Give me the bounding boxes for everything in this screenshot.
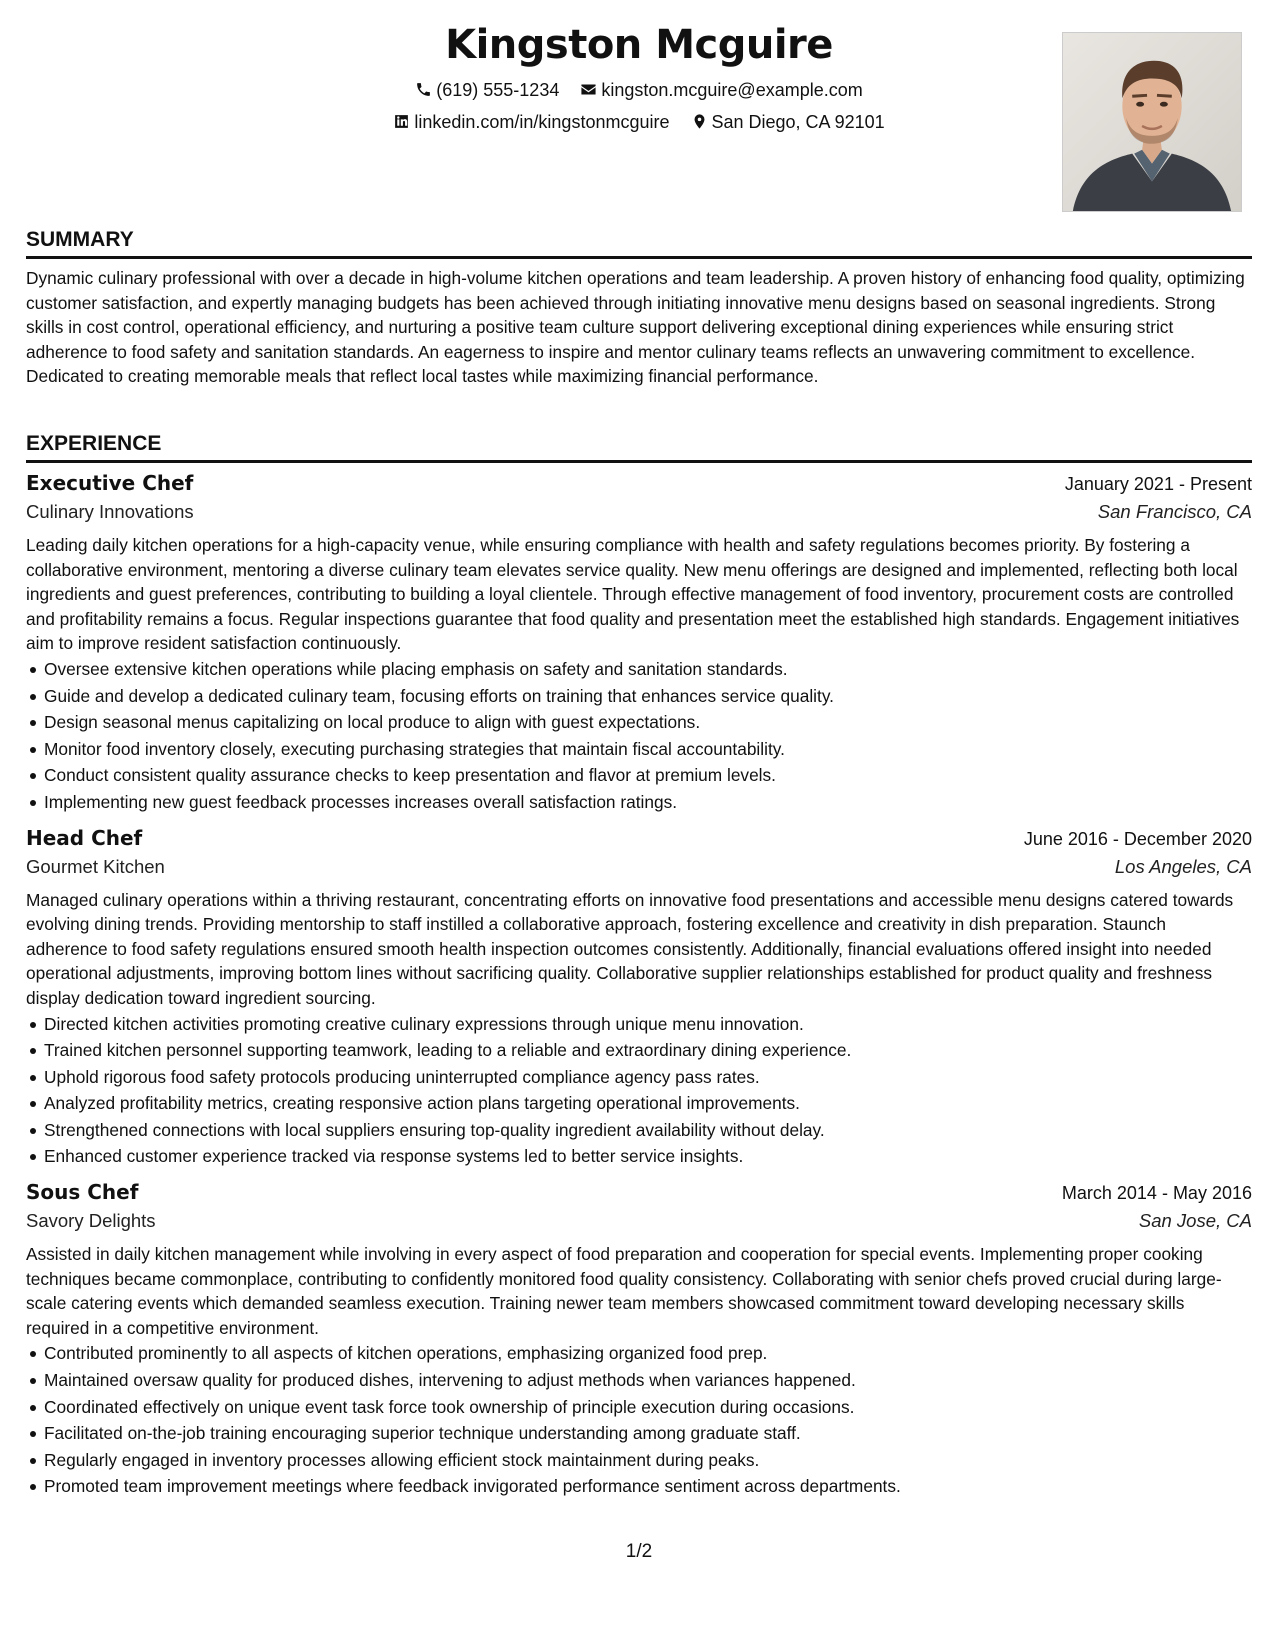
job-dates: March 2014 - May 2016 xyxy=(1061,1183,1252,1204)
contact-phone[interactable] xyxy=(415,80,559,101)
job-bullets xyxy=(26,1340,1252,1500)
bullet-item: Design seasonal menus capitalizing on local produce to align with guest expectations. xyxy=(44,709,1252,736)
job-entry xyxy=(26,1180,1252,1500)
job-dates: January 2021 - Present xyxy=(1064,474,1252,494)
map-pin-icon xyxy=(691,113,708,130)
bullet-item: Regularly engaged in inventory processes allowing efficient stock maintainment during peaks. xyxy=(44,1447,1252,1474)
bullet-item: Coordinated effectively on unique event task force took ownership of principle execution during occasions. xyxy=(44,1394,1252,1421)
job-entry xyxy=(26,471,1252,816)
bullet-item: Promoted team improvement meetings where feedback invigorated performance sentiment across departments. xyxy=(44,1473,1252,1500)
phone-icon xyxy=(415,81,432,98)
profile-photo xyxy=(1062,32,1242,212)
bullet-item: Conduct consistent quality assurance checks to keep presentation and flavor at premium levels. xyxy=(44,762,1252,789)
location-text: San Diego, CA 92101 xyxy=(711,112,885,132)
page-number: 1/2 xyxy=(625,1541,653,1562)
job-location: San Jose, CA xyxy=(1138,1210,1252,1232)
candidate-name: Kingston Mcguire xyxy=(445,22,833,68)
bullet-item: Monitor food inventory closely, executing purchasing strategies that maintain fiscal accountability. xyxy=(44,736,1252,763)
company-name: Culinary Innovations xyxy=(26,501,194,522)
resume-header xyxy=(26,0,1252,220)
summary-text: Dynamic culinary professional with over a decade in high-volume kitchen operations and team leadership. A proven history of enhancing food quality, optimizing customer satisfaction, and expertly managing budgets has been achieved through initiating innovative menu designs based on seasonal ingredients. Strong skills in cost control, operational efficiency, and nurturing a positive team culture support delivering exceptional dining experiences while ensuring strict adherence to food safety and sanitation standards. An eagerness to inspire and mentor culinary teams reflects an unwavering commitment to excellence. Dedicated to creating memorable meals that reflect local tastes while maximizing financial performance. xyxy=(26,268,1245,387)
email-text: kingston.mcguire@example.com xyxy=(601,80,863,100)
envelope-icon xyxy=(580,81,597,98)
summary-section xyxy=(26,228,1252,389)
bullet-item: Analyzed profitability metrics, creating responsive action plans targeting operational improvements. xyxy=(44,1090,1252,1117)
resume-page xyxy=(26,0,1252,1650)
bullet-item: Enhanced customer experience tracked via response systems led to better service insights. xyxy=(44,1143,1252,1170)
job-title: Sous Chef xyxy=(26,1180,139,1205)
experience-heading: EXPERIENCE xyxy=(26,432,1252,463)
bullet-item: Contributed prominently to all aspects of kitchen operations, emphasizing organized food prep. xyxy=(44,1340,1252,1367)
company-name: Savory Delights xyxy=(26,1210,156,1232)
bullet-item: Facilitated on-the-job training encouraging superior technique understanding among graduate staff. xyxy=(44,1420,1252,1447)
bullet-item: Oversee extensive kitchen operations while placing emphasis on safety and sanitation standards. xyxy=(44,656,1252,683)
job-location: Los Angeles, CA xyxy=(1114,855,1252,877)
bullet-item: Guide and develop a dedicated culinary team, focusing efforts on training that enhances service quality. xyxy=(44,683,1252,710)
portrait-image xyxy=(1063,33,1241,211)
job-bullets xyxy=(26,656,1252,816)
contact-email[interactable] xyxy=(580,80,862,101)
bullet-item: Trained kitchen personnel supporting teamwork, leading to a reliable and extraordinary dining experience. xyxy=(44,1037,1252,1064)
contact-location xyxy=(691,112,885,133)
job-bullets xyxy=(26,1011,1252,1171)
job-description: Assisted in daily kitchen management while involving in every aspect of food preparation and cooperation for special events. Implementing proper cooking techniques became commonplace, contributing to confidently monitored food quality consistency. Collaborating with senior chefs proved crucial during large-scale catering events which demanded seamless execution. Training newer team members showcased commitment toward developing necessary skills required in a competitive environment. xyxy=(26,1244,1222,1338)
experience-section xyxy=(26,432,1252,1500)
job-description: Leading daily kitchen operations for a high-capacity venue, while ensuring compliance with health and safety regulations becomes priority. By fostering a collaborative environment, mentoring a diverse culinary team elevates service quality. New menu offerings are designed and implemented, reflecting both local ingredients and guest preferences, contributing to building a loyal clientele. Through effective management of food inventory, procurement costs are controlled and profitability remains a focus. Regular inspections guarantee that food quality and presentation meet the established high standards. Engagement initiatives aim to improve resident satisfaction continuously. xyxy=(26,535,1240,654)
job-title: Head Chef xyxy=(26,825,143,850)
job-location: San Francisco, CA xyxy=(1097,501,1252,522)
bullet-item: Implementing new guest feedback processes increases overall satisfaction ratings. xyxy=(44,789,1252,816)
linkedin-icon xyxy=(393,113,410,130)
job-title: Executive Chef xyxy=(26,471,194,495)
bullet-item: Strengthened connections with local suppliers ensuring top-quality ingredient availability without delay. xyxy=(44,1117,1252,1144)
linkedin-text: linkedin.com/in/kingstonmcguire xyxy=(414,112,670,132)
summary-heading: SUMMARY xyxy=(26,228,1252,259)
job-dates: June 2016 - December 2020 xyxy=(1023,828,1252,849)
job-description: Managed culinary operations within a thriving restaurant, concentrating efforts on innovative food presentations and accessible menu designs catered towards evolving dining trends. Providing mentorship to staff instilled a collaborative approach, fostering excellence and creativity in dish preparation. Staunch adherence to food safety regulations ensured smooth health inspection outcomes consistently. Additionally, financial evaluations offered insight into needed operational adjustments, improving bottom lines without sacrificing quality. Collaborative supplier relationships established for product quality and freshness display dedication toward ingredient sourcing. xyxy=(26,889,1234,1008)
company-name: Gourmet Kitchen xyxy=(26,855,165,877)
phone-text: (619) 555-1234 xyxy=(436,80,560,100)
bullet-item: Maintained oversaw quality for produced dishes, intervening to adjust methods when variances happened. xyxy=(44,1367,1252,1394)
job-entry xyxy=(26,826,1252,1171)
bullet-item: Directed kitchen activities promoting creative culinary expressions through unique menu innovation. xyxy=(44,1011,1252,1038)
bullet-item: Uphold rigorous food safety protocols producing uninterrupted compliance agency pass rates. xyxy=(44,1064,1252,1091)
contact-linkedin[interactable] xyxy=(393,112,669,133)
